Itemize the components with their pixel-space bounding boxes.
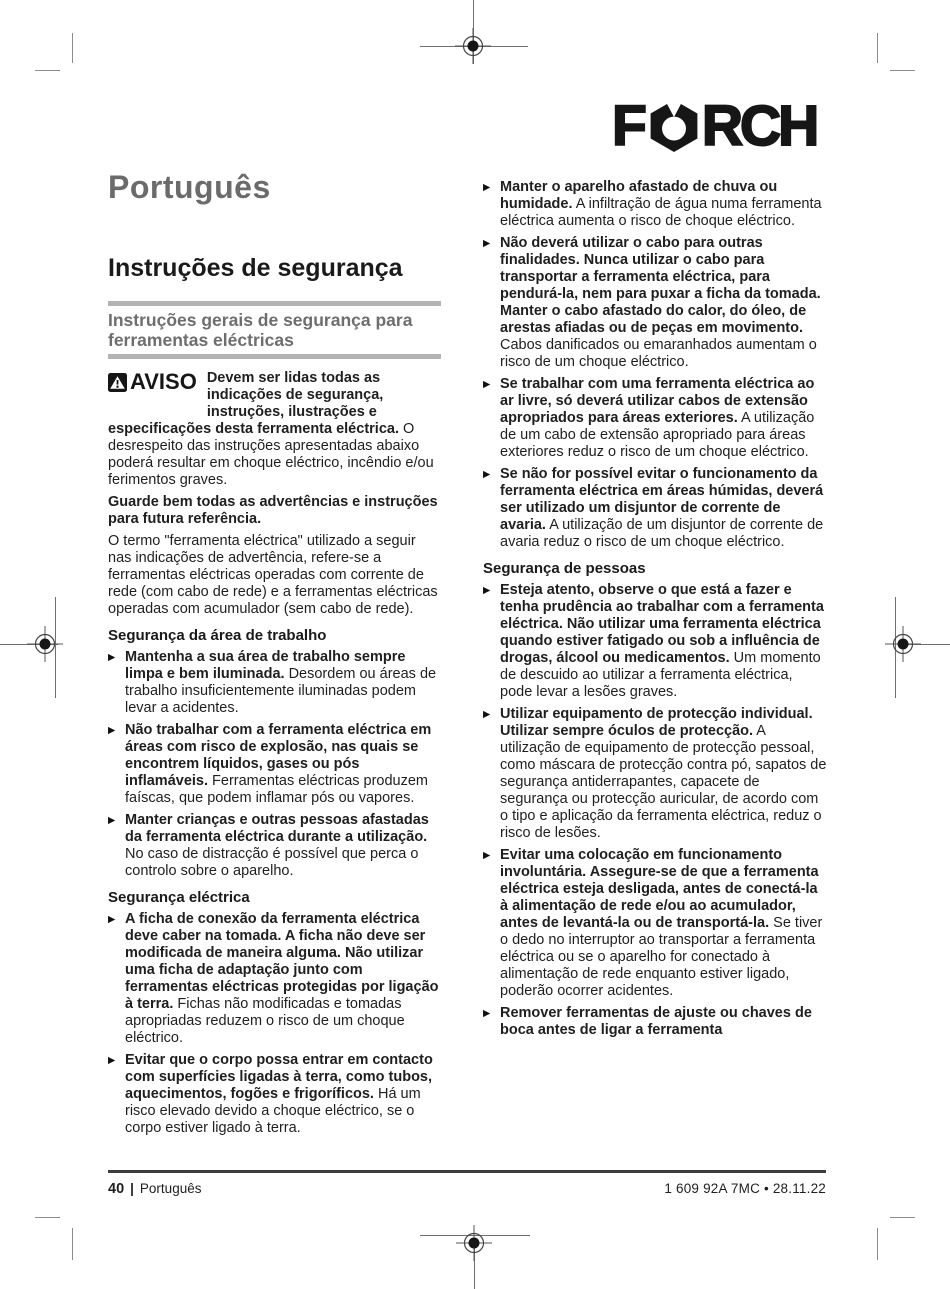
- bullet-item: [483, 376, 828, 461]
- registration-mark-top: [455, 28, 491, 64]
- body-text: A utilização de um cabo de extensão apropriado para áreas exteriores reduz o risco de um choque eléctrico.: [500, 410, 815, 460]
- bullet-arrow-icon: ▶: [483, 469, 491, 480]
- heading-bar-bottom: [108, 354, 441, 359]
- body-text: Cabos danificados ou emaranhados aumentam o risco de um choque eléctrico.: [500, 337, 817, 370]
- page-title: Português: [108, 170, 271, 205]
- bullet-arrow-icon: ▶: [483, 709, 491, 720]
- body-text: Fichas não modificadas e tomadas apropriadas reduzem o risco de um choque eléctrico.: [125, 995, 405, 1046]
- paragraph: [108, 533, 441, 618]
- emphasis-text: Se trabalhar com uma ferramenta eléctrica ao ar livre, só deverá utilizar cabos de extensão apropriados para áreas exteriores.: [500, 376, 815, 426]
- warning-label-text: AVISO: [130, 368, 197, 394]
- emphasis-text: Não trabalhar com a ferramenta eléctrica em áreas com risco de explosão, nas quais se encontrem líquidos, gases ou pós inflamáveis.: [125, 721, 432, 789]
- bullet-item: [108, 649, 441, 717]
- bullet-item: [483, 1005, 828, 1039]
- bullet-arrow-icon: ▶: [483, 850, 491, 861]
- body-text: A utilização de equipamento de protecção pessoal, como máscara de protecção contra pó, sapatos de segurança antiderrapantes, capacete de segurança ou protecção auricular, de acordo com o tipo e aplicação da ferramenta eléctrica, reduz o risco de lesões.: [500, 723, 827, 841]
- warning-triangle-icon: [108, 373, 127, 392]
- warning-paragraph: [108, 370, 441, 489]
- subsection-title: Instruções gerais de segurança para ferramentas eléctricas: [108, 309, 413, 350]
- section-heading: Segurança eléctrica: [108, 888, 250, 906]
- bullet-item: [483, 466, 828, 551]
- bullet-text: [500, 706, 826, 841]
- footer-separator: |: [130, 1181, 134, 1196]
- bullet-item: [483, 706, 828, 842]
- section-heading: Segurança da área de trabalho: [108, 626, 327, 644]
- footer-rule: [108, 1170, 826, 1173]
- left-column: [108, 170, 441, 1170]
- body-text: A utilização de um disjuntor de corrente de avaria reduz o risco de um choque eléctrico.: [500, 517, 824, 550]
- footer-language: Português: [139, 1181, 202, 1196]
- body-text: Se tiver o dedo no interruptor ao transportar a ferramenta eléctrica ou se o aparelho for conectado à alimentação de rede enquanto estiver ligado, poderão ocorrer acidentes.: [500, 915, 823, 999]
- body-text: Desordem ou áreas de trabalho insuficientemente iluminadas podem levar a acidentes.: [125, 665, 437, 716]
- bullet-text: [125, 722, 431, 806]
- bullet-text: [500, 1005, 812, 1038]
- body-text: Um momento de descuido ao utilizar a ferramenta eléctrica, pode levar a lesões graves.: [500, 650, 821, 700]
- registration-mark-left: [27, 626, 63, 662]
- bullet-text: [125, 911, 439, 1046]
- crop-mark-top-right-horizontal: [890, 70, 915, 71]
- bullet-arrow-icon: ▶: [483, 379, 491, 390]
- bullet-arrow-icon: ▶: [108, 651, 116, 663]
- emphasis-text: A ficha de conexão da ferramenta eléctrica deve caber na tomada. A ficha não deve ser modificada de maneira alguma. Não utilizar uma ficha de adaptação junto com ferramentas eléctricas protegidas por ligação à terra.: [125, 910, 439, 1012]
- crop-mark-bottom-left-vertical: [72, 1228, 73, 1260]
- crop-mark-top-left-vertical: [72, 33, 73, 63]
- bullet-item: [108, 722, 441, 807]
- crop-mark-bottom-right-horizontal: [890, 1217, 915, 1218]
- footer: [108, 1181, 826, 1197]
- right-column: [483, 179, 828, 1167]
- bullet-text: [125, 812, 429, 879]
- bullet-arrow-icon: ▶: [483, 1008, 491, 1019]
- emphasis-text: Manter crianças e outras pessoas afastadas da ferramenta eléctrica durante a utilização.: [125, 811, 429, 845]
- crop-mark-top-left-horizontal: [35, 70, 60, 71]
- body-text: No caso de distracção é possível que perca o controlo sobre o aparelho.: [125, 845, 419, 879]
- emphasis-text: Utilizar equipamento de protecção individual. Utilizar sempre óculos de protecção.: [500, 706, 813, 739]
- bullet-arrow-icon: ▶: [108, 814, 116, 826]
- bullet-text: [500, 179, 822, 229]
- bullet-text: [125, 1052, 433, 1136]
- body-text: O termo "ferramenta eléctrica" utilizado a seguir nas indicações de advertência, refere-se a ferramentas eléctricas operadas com corrente de rede (com cabo de rede) e a ferramentas eléctricas operadas com acumulador (sem cabo de rede).: [108, 532, 438, 617]
- page-number: 40: [108, 1181, 125, 1197]
- warning-label: [108, 368, 197, 410]
- crop-mark-bottom-right-vertical: [877, 1228, 878, 1260]
- bullet-item: [483, 847, 828, 1000]
- emphasis-text: Evitar que o corpo possa entrar em contacto com superfícies ligadas à terra, como tubos, aquecimentos, fogões e frigoríficos.: [125, 1051, 433, 1102]
- emphasis-text: Devem ser lidas todas as indicações de segurança, instruções, ilustrações e especificações desta ferramenta eléctrica.: [108, 369, 399, 437]
- footer-left: [108, 1181, 201, 1197]
- heading-bar-top: [108, 301, 441, 306]
- body-text: O desrespeito das instruções apresentadas abaixo poderá resultar em choque eléctrico, incêndio e/ou ferimentos graves.: [108, 420, 434, 488]
- bullet-arrow-icon: ▶: [483, 585, 491, 596]
- paragraph: [108, 494, 441, 528]
- emphasis-text: Remover ferramentas de ajuste ou chaves de boca antes de ligar a ferramenta: [500, 1005, 812, 1038]
- crop-mark-bottom-left-horizontal: [35, 1217, 60, 1218]
- bullet-arrow-icon: ▶: [483, 182, 491, 193]
- forch-logo: [612, 93, 817, 158]
- document-title: Instruções de segurança: [108, 254, 403, 283]
- bullet-text: [500, 235, 821, 370]
- subsection-heading-block: [108, 301, 441, 359]
- logo-letter-f: F: [612, 93, 644, 158]
- body-text: Ferramentas eléctricas produzem faíscas, que podem inflamar pós ou vapores.: [125, 772, 429, 806]
- emphasis-text: Mantenha a sua área de trabalho sempre limpa e bem iluminada.: [125, 648, 406, 682]
- bullet-item: [483, 235, 828, 371]
- emphasis-text: Evitar uma colocação em funcionamento involuntária. Assegure-se de que a ferramenta eléctrica esteja desligada, antes de conectá-la à alimentação de rede e/ou ao acumulador, antes de levantá-la ou de transportá-la.: [500, 847, 819, 931]
- bullet-item: [483, 582, 828, 701]
- crop-mark-top-right-vertical: [877, 33, 878, 63]
- bullet-arrow-icon: ▶: [108, 913, 116, 925]
- bullet-item: [108, 911, 441, 1047]
- emphasis-text: Esteja atento, observe o que está a fazer e tenha prudência ao trabalhar com a ferramenta eléctrica. Não utilizar uma ferramenta eléctrica quando estiver fatigado ou sob a influência de drogas, álcool ou medicamentos.: [500, 582, 824, 666]
- section-heading: Segurança de pessoas: [483, 560, 646, 577]
- logo-letters-rch: RCH: [701, 93, 817, 158]
- bullet-item: [483, 179, 828, 230]
- body-text: Há um risco elevado devido a choque eléctrico, se o corpo estiver ligado à terra.: [125, 1085, 421, 1136]
- bullet-text: [125, 649, 436, 716]
- bullet-text: [500, 582, 824, 700]
- bullet-item: [108, 812, 441, 880]
- registration-mark-bottom: [456, 1225, 492, 1261]
- emphasis-text: Não deverá utilizar o cabo para outras finalidades. Nunca utilizar o cabo para transportar a ferramenta eléctrica, para pendurá-la, nem para puxar a ficha da tomada. Manter o cabo afastado do calor, do óleo, de arestas afiadas ou de peças em movimento.: [500, 235, 821, 336]
- body-text: A infiltração de água numa ferramenta eléctrica aumenta o risco de choque eléctrico.: [500, 196, 822, 229]
- bullet-item: [108, 1052, 441, 1137]
- bullet-arrow-icon: ▶: [108, 724, 116, 736]
- bullet-arrow-icon: ▶: [108, 1054, 116, 1066]
- emphasis-text: Manter o aparelho afastado de chuva ou humidade.: [500, 179, 778, 212]
- hex-nut-icon: [648, 97, 700, 155]
- emphasis-text: Guarde bem todas as advertências e instruções para futura referência.: [108, 493, 438, 527]
- document-code: 1 609 92A 7MC • 28.11.22: [664, 1181, 826, 1196]
- registration-mark-right: [885, 626, 921, 662]
- emphasis-text: Se não for possível evitar o funcionamento da ferramenta eléctrica em áreas húmidas, deverá ser utilizado um disjuntor de corrente de avaria.: [500, 466, 824, 533]
- bullet-text: [500, 847, 822, 999]
- bullet-text: [500, 376, 814, 460]
- bullet-arrow-icon: ▶: [483, 238, 491, 249]
- bullet-text: [500, 466, 823, 550]
